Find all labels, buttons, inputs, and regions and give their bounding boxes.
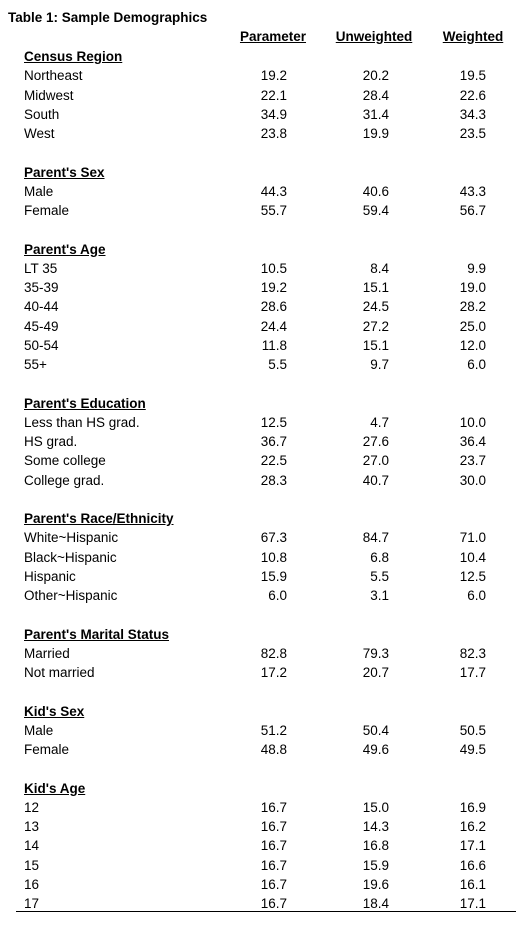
cell-parameter: 24.4 <box>260 318 287 334</box>
row-label: LT 35 <box>24 260 58 276</box>
cell-parameter: 16.7 <box>260 876 287 892</box>
row-label: 40-44 <box>24 299 59 315</box>
cell-unweighted: 40.7 <box>362 472 389 488</box>
table-title: Table 1: Sample Demographics <box>8 10 208 25</box>
cell-unweighted: 79.3 <box>362 645 389 661</box>
cell-parameter: 28.3 <box>260 472 287 488</box>
cell-unweighted: 8.4 <box>370 260 389 276</box>
cell-weighted: 56.7 <box>459 203 486 218</box>
cell-unweighted: 40.6 <box>362 183 389 199</box>
cell-parameter: 67.3 <box>260 530 287 546</box>
cell-parameter: 16.7 <box>260 799 287 815</box>
cell-unweighted: 50.4 <box>362 722 389 738</box>
row-label: West <box>24 126 55 141</box>
cell-weighted: 28.2 <box>459 299 486 315</box>
cell-weighted: 50.5 <box>459 722 486 738</box>
cell-unweighted: 28.4 <box>362 87 389 103</box>
section-heading: Parent's Education <box>24 395 146 411</box>
cell-weighted: 49.5 <box>459 742 486 757</box>
row-label: Male <box>24 722 54 738</box>
row-label: 45-49 <box>24 318 59 334</box>
cell-parameter: 22.5 <box>260 453 287 469</box>
cell-weighted: 12.0 <box>459 337 486 353</box>
cell-unweighted: 18.4 <box>362 896 389 911</box>
cell-parameter: 16.7 <box>260 857 287 873</box>
column-header-weighted: Weighted <box>442 29 504 44</box>
column-header-unweighted: Unweighted <box>335 29 413 44</box>
cell-parameter: 16.7 <box>260 896 287 911</box>
row-label: 15 <box>24 857 40 873</box>
cell-weighted: 17.1 <box>459 896 486 911</box>
row-label: Midwest <box>24 87 74 103</box>
row-label: Male <box>24 183 54 199</box>
row-label: Hispanic <box>24 568 76 584</box>
cell-unweighted: 27.6 <box>362 434 389 449</box>
cell-parameter: 6.0 <box>268 588 287 603</box>
cell-unweighted: 49.6 <box>362 742 389 757</box>
cell-weighted: 16.1 <box>459 876 486 892</box>
cell-unweighted: 59.4 <box>362 203 389 218</box>
cell-weighted: 43.3 <box>459 183 486 199</box>
bottom-rule <box>16 911 516 912</box>
cell-weighted: 22.6 <box>459 87 486 103</box>
cell-parameter: 28.6 <box>260 299 287 315</box>
row-label: Female <box>24 742 70 757</box>
cell-unweighted: 14.3 <box>362 819 389 834</box>
row-label: 55+ <box>24 357 47 372</box>
row-label: 50-54 <box>24 337 59 353</box>
cell-weighted: 16.2 <box>459 819 486 834</box>
cell-unweighted: 5.5 <box>370 568 389 584</box>
section-heading: Parent's Race/Ethnicity <box>24 511 174 526</box>
cell-parameter: 23.8 <box>260 126 287 141</box>
cell-weighted: 23.7 <box>459 453 486 469</box>
row-label: Some college <box>24 453 106 469</box>
cell-parameter: 19.2 <box>260 280 287 295</box>
section-heading: Census Region <box>24 49 123 64</box>
row-label: 17 <box>24 896 40 911</box>
row-label: Female <box>24 203 70 218</box>
row-label: Married <box>24 645 70 661</box>
cell-unweighted: 27.2 <box>362 318 389 334</box>
section-heading: Parent's Age <box>24 241 106 257</box>
row-label: Other~Hispanic <box>24 588 118 603</box>
cell-unweighted: 27.0 <box>362 453 389 469</box>
cell-weighted: 17.1 <box>459 838 486 854</box>
row-label: 35-39 <box>24 280 59 295</box>
cell-weighted: 9.9 <box>467 260 486 276</box>
cell-unweighted: 9.7 <box>370 357 389 372</box>
section-heading: Kid's Sex <box>24 703 85 719</box>
cell-parameter: 19.2 <box>260 68 287 84</box>
cell-unweighted: 4.7 <box>370 414 389 430</box>
cell-parameter: 48.8 <box>260 742 287 757</box>
cell-parameter: 16.7 <box>260 819 287 834</box>
cell-weighted: 19.5 <box>459 68 486 84</box>
cell-weighted: 82.3 <box>459 645 486 661</box>
cell-unweighted: 31.4 <box>362 106 389 122</box>
cell-weighted: 71.0 <box>459 530 486 546</box>
cell-weighted: 30.0 <box>459 472 486 488</box>
cell-parameter: 22.1 <box>260 87 287 103</box>
cell-weighted: 17.7 <box>459 665 486 680</box>
cell-parameter: 44.3 <box>260 183 287 199</box>
section-heading: Kid's Age <box>24 780 86 796</box>
cell-weighted: 10.0 <box>459 414 486 430</box>
section-heading: Parent's Sex <box>24 164 105 180</box>
cell-unweighted: 20.2 <box>362 68 389 84</box>
cell-parameter: 82.8 <box>260 645 287 661</box>
row-label: White~Hispanic <box>24 530 119 546</box>
cell-parameter: 15.9 <box>260 568 287 584</box>
column-header-parameter: Parameter <box>239 29 307 44</box>
cell-weighted: 6.0 <box>467 357 486 372</box>
cell-weighted: 19.0 <box>459 280 486 295</box>
cell-weighted: 10.4 <box>459 549 486 565</box>
cell-parameter: 16.7 <box>260 838 287 854</box>
cell-unweighted: 20.7 <box>362 665 389 680</box>
cell-unweighted: 16.8 <box>362 838 389 854</box>
cell-unweighted: 15.0 <box>362 799 389 815</box>
row-label: Black~Hispanic <box>24 549 117 565</box>
cell-unweighted: 19.9 <box>362 126 389 141</box>
cell-parameter: 10.5 <box>260 260 287 276</box>
row-label: South <box>24 106 60 122</box>
row-label: 16 <box>24 876 40 892</box>
row-label: 14 <box>24 838 40 854</box>
row-label: Not married <box>24 665 95 680</box>
row-label: HS grad. <box>24 434 78 449</box>
cell-unweighted: 6.8 <box>370 549 389 565</box>
row-label: College grad. <box>24 472 105 488</box>
cell-weighted: 16.9 <box>459 799 486 815</box>
cell-parameter: 51.2 <box>260 722 287 738</box>
cell-parameter: 36.7 <box>260 434 287 449</box>
cell-unweighted: 15.9 <box>362 857 389 873</box>
cell-unweighted: 84.7 <box>362 530 389 546</box>
cell-unweighted: 15.1 <box>362 280 389 295</box>
cell-parameter: 17.2 <box>260 665 287 680</box>
cell-unweighted: 15.1 <box>362 337 389 353</box>
cell-weighted: 36.4 <box>459 434 486 449</box>
cell-weighted: 23.5 <box>459 126 486 141</box>
cell-weighted: 12.5 <box>459 568 486 584</box>
cell-parameter: 12.5 <box>260 414 287 430</box>
cell-unweighted: 19.6 <box>362 876 389 892</box>
cell-parameter: 11.8 <box>261 337 287 353</box>
row-label: 13 <box>24 819 40 834</box>
cell-weighted: 6.0 <box>467 588 486 603</box>
section-heading: Parent's Marital Status <box>24 626 170 642</box>
row-label: Less than HS grad. <box>24 414 140 430</box>
cell-parameter: 55.7 <box>260 203 287 218</box>
cell-parameter: 34.9 <box>260 106 287 122</box>
cell-weighted: 16.6 <box>459 857 486 873</box>
cell-weighted: 25.0 <box>459 318 486 334</box>
cell-unweighted: 3.1 <box>370 588 389 603</box>
row-label: 12 <box>24 799 40 815</box>
cell-unweighted: 24.5 <box>362 299 389 315</box>
row-label: Northeast <box>24 68 83 84</box>
cell-parameter: 10.8 <box>260 549 287 565</box>
cell-weighted: 34.3 <box>459 106 486 122</box>
cell-parameter: 5.5 <box>268 357 287 372</box>
